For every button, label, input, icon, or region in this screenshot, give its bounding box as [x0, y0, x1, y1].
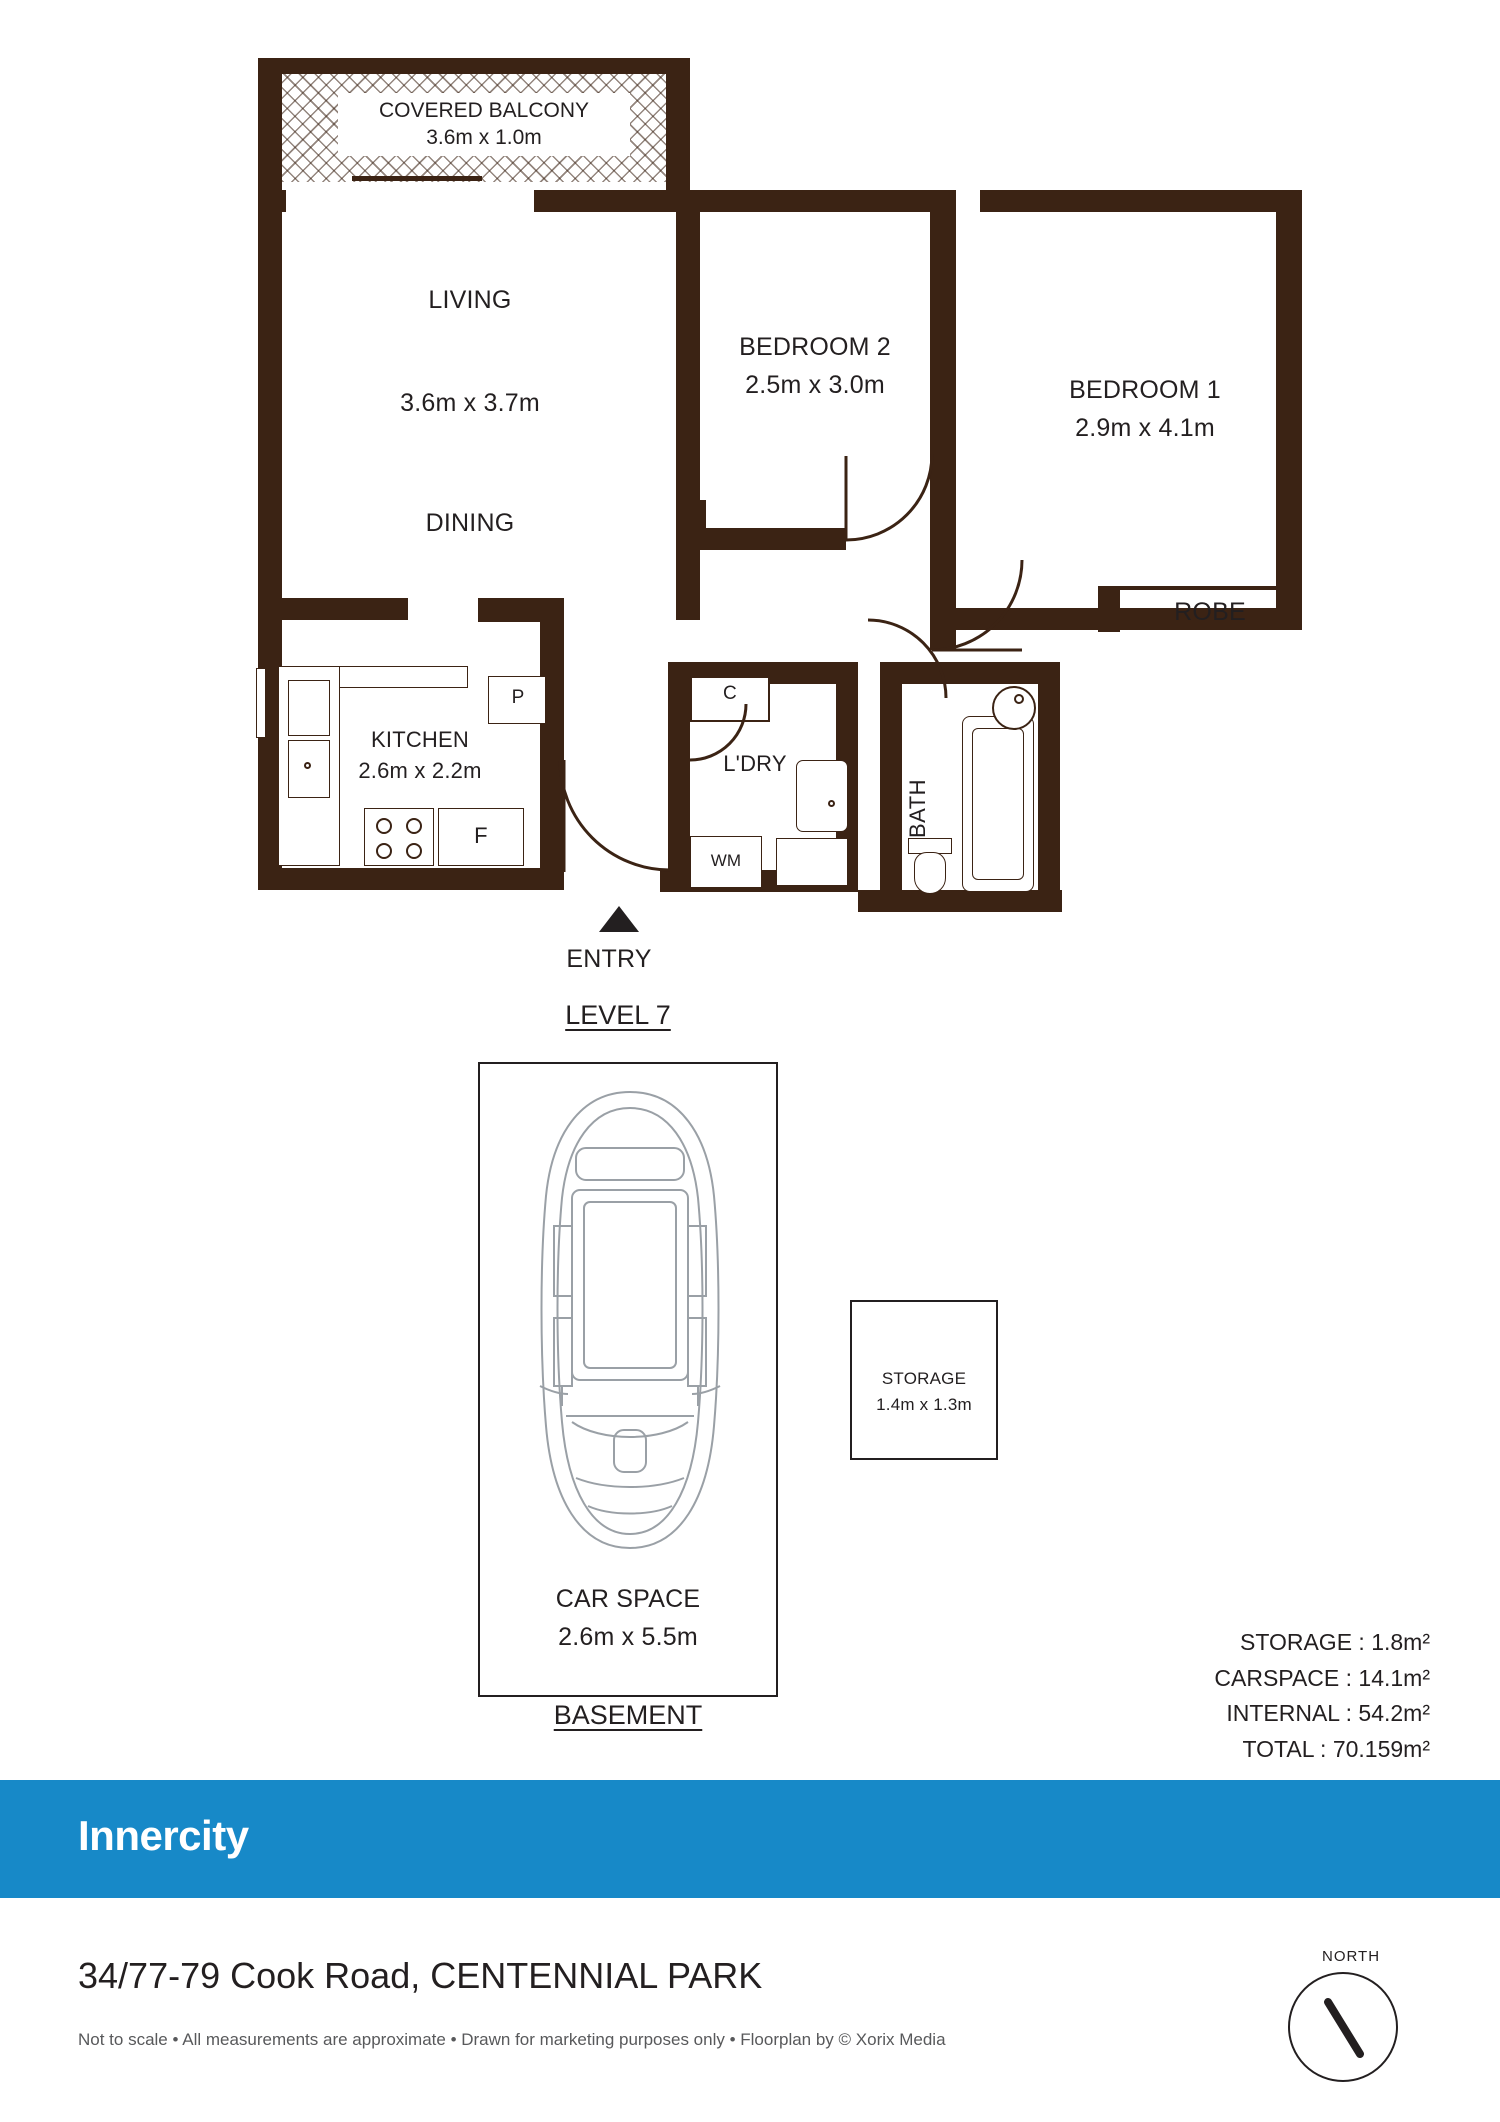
wall-bed1-top [980, 190, 1300, 212]
living-name: LIVING [428, 286, 512, 314]
brand-name: Innercity [78, 1812, 249, 1859]
fridge-label: F [474, 823, 488, 848]
property-address: 34/77-79 Cook Road, CENTENNIAL PARK [78, 1955, 763, 1996]
kitchen-sink-basin [288, 740, 330, 798]
wall-bath-right [1038, 662, 1060, 912]
wall-bed2-right [930, 190, 956, 650]
cooktop-burner-3 [376, 843, 392, 859]
bedroom1-dims: 2.9m x 4.1m [1075, 414, 1215, 442]
kitchen-dims: 2.6m x 2.2m [358, 758, 482, 783]
entry-label: ENTRY [566, 945, 652, 973]
wall-bed1-right [1276, 190, 1302, 630]
washing-machine-label: WM [710, 851, 742, 870]
area-internal: INTERNAL : 54.2m² [1226, 1700, 1430, 1727]
wall-kitchen-bottom [258, 868, 564, 890]
bath-label: BATH [905, 778, 930, 838]
area-storage: STORAGE : 1.8m² [1239, 1629, 1430, 1655]
wall-bath-left [880, 662, 902, 912]
laundry-bench [776, 838, 848, 886]
level-7-title: LEVEL 7 [565, 1000, 671, 1030]
storage-name: STORAGE [881, 1369, 967, 1388]
wall-balcony-right [666, 58, 690, 198]
covered-balcony-label [338, 93, 630, 156]
basin-icon [992, 686, 1036, 730]
basin-tap-icon [1014, 694, 1024, 704]
balcony-balustrade [352, 176, 482, 181]
dining-label: DINING [425, 509, 515, 537]
wall-living-left [258, 190, 282, 620]
area-total: TOTAL : 70.159m² [1242, 1735, 1430, 1762]
kitchen-sink [288, 680, 330, 736]
toilet-pan [914, 852, 946, 894]
robe-label: ROBE [1174, 598, 1246, 626]
disclaimer-text: Not to scale • All measurements are approximate • Drawn for marketing purposes only • Floorplan by © Xorix Media [78, 2030, 946, 2049]
pantry-label: P [511, 687, 525, 708]
cooktop-burner-1 [376, 818, 392, 834]
area-summary [900, 1625, 1430, 1768]
wall-balcony-left [258, 58, 282, 198]
kitchen-window [256, 668, 266, 738]
covered-balcony-dims: 3.6m x 1.0m [426, 126, 542, 150]
bath-tub-inner [972, 728, 1024, 880]
basement-title: BASEMENT [553, 1700, 703, 1730]
wall-bed2-bottom-step [676, 500, 706, 550]
bedroom1-name: BEDROOM 1 [1069, 376, 1221, 404]
wall-living-top-left [258, 190, 286, 212]
bedroom2-dims: 2.5m x 3.0m [745, 371, 885, 399]
robe-divider [1098, 586, 1302, 590]
wall-robe-left [1098, 586, 1120, 632]
ldry-label: L'DRY [723, 751, 787, 776]
car-space-dims: 2.6m x 5.5m [558, 1623, 698, 1651]
wall-kitchen-right [540, 598, 564, 890]
wall-balcony-top [258, 58, 690, 74]
wall-bed2-top [700, 190, 930, 212]
entry-arrow-icon [599, 906, 639, 932]
car-illustration [510, 1086, 750, 1556]
cupboard-label: C [723, 683, 737, 704]
wall-pantry-block [478, 598, 564, 622]
wall-bath-bottom [858, 890, 1062, 912]
covered-balcony-name: COVERED BALCONY [378, 99, 590, 122]
laundry-tub-drain [828, 800, 835, 807]
living-dims: 3.6m x 3.7m [400, 389, 540, 417]
laundry-tub [796, 760, 848, 832]
wall-ldry-left [668, 662, 690, 892]
wall-living-right [676, 190, 700, 620]
car-space-name: CAR SPACE [555, 1585, 701, 1613]
bedroom2-name: BEDROOM 2 [739, 333, 891, 361]
compass-needle-icon [1288, 1972, 1398, 2082]
kitchen-cooktop [364, 808, 434, 866]
kitchen-tap-icon [304, 762, 311, 769]
living-label [330, 285, 610, 316]
storage-dims: 1.4m x 1.3m [876, 1395, 972, 1414]
area-carspace: CARSPACE : 14.1m² [1214, 1664, 1430, 1691]
compass-north-label: NORTH [1322, 1948, 1381, 1965]
wall-bath-top [880, 662, 1060, 684]
cooktop-burner-4 [406, 843, 422, 859]
kitchen-name: KITCHEN [371, 727, 469, 752]
cooktop-burner-2 [406, 818, 422, 834]
